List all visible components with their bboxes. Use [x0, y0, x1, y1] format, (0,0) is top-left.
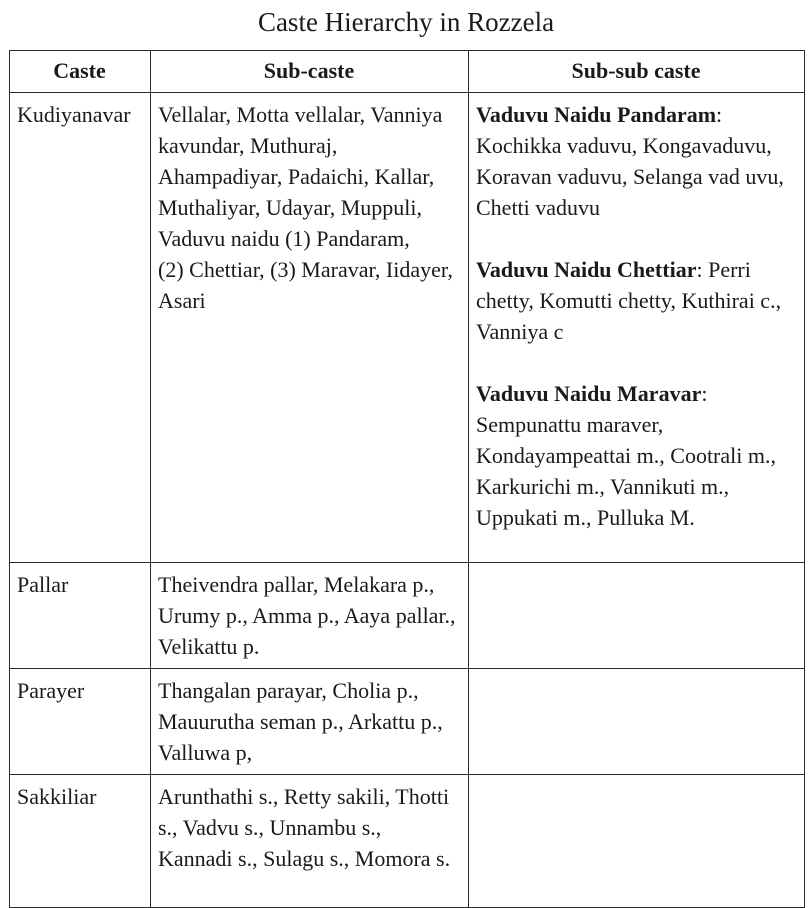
caste-cell: Sakkiliar	[10, 775, 151, 908]
header-sub-caste: Sub-caste	[151, 51, 469, 93]
sub-caste-cell: Thangalan parayar, Cholia p., Mauurutha seman p., Arkattu p., Valluwa p,	[151, 669, 469, 775]
sub-sub-group-name: Vaduvu Naidu Maravar	[476, 381, 702, 406]
caste-cell: Pallar	[10, 563, 151, 669]
sub-sub-caste-cell	[469, 563, 805, 669]
header-row	[10, 51, 805, 93]
sub-sub-group-text: : Kochikka vaduvu, Kongavaduvu, Koravan vaduvu, Selanga vad uvu, Chetti vaduvu	[476, 102, 784, 220]
sub-sub-group-name: Vaduvu Naidu Pandaram	[476, 102, 717, 127]
table-row	[10, 775, 805, 908]
sub-caste-text: Vellalar, Motta vellalar, Vanniya kavundar, Muthuraj, Ahampadiyar, Padaichi, Kallar, Muthaliyar, Udayar, Muppuli, Vaduvu naidu (1) Pandaram,	[158, 102, 443, 251]
table-row	[10, 93, 805, 563]
sub-sub-caste-cell	[469, 93, 805, 563]
header-sub-sub-caste: Sub-sub caste	[469, 51, 805, 93]
sub-caste-cell: Theivendra pallar, Melakara p., Urumy p., Amma p., Aaya pallar., Velikattu p.	[151, 563, 469, 669]
sub-sub-group-text: : Perri chetty, Komutti chetty, Kuthirai c., Vanniya c	[476, 257, 782, 344]
sub-caste-cell	[151, 93, 469, 563]
table-title: Caste Hierarchy in Rozzela	[257, 7, 555, 37]
caste-cell: Kudiyanavar	[10, 93, 151, 563]
sub-sub-group-name: Vaduvu Naidu Chettiar	[476, 257, 697, 282]
table-row	[10, 563, 805, 669]
sub-caste-text-cont: (2) Chettiar, (3) Maravar, Iidayer, Asari	[158, 257, 453, 313]
sub-sub-caste-cell	[469, 669, 805, 775]
sub-sub-caste-cell	[469, 775, 805, 908]
sub-caste-cell: Arunthathi s., Retty sakili, Thotti s., Vadvu s., Unnambu s., Kannadi s., Sulagu s., Momora s.	[151, 775, 469, 908]
sub-sub-group	[476, 254, 796, 347]
sub-sub-group-text: : Sempunattu maraver, Kondayampeattai m., Cootrali m., Karkurichi m., Vannikuti m., Uppukati m., Pulluka M.	[476, 381, 776, 530]
caste-cell: Parayer	[10, 669, 151, 775]
caste-hierarchy-table	[9, 50, 805, 908]
sub-sub-group	[476, 378, 796, 533]
table-row	[10, 669, 805, 775]
header-caste: Caste	[10, 51, 151, 93]
sub-sub-group	[476, 99, 796, 223]
